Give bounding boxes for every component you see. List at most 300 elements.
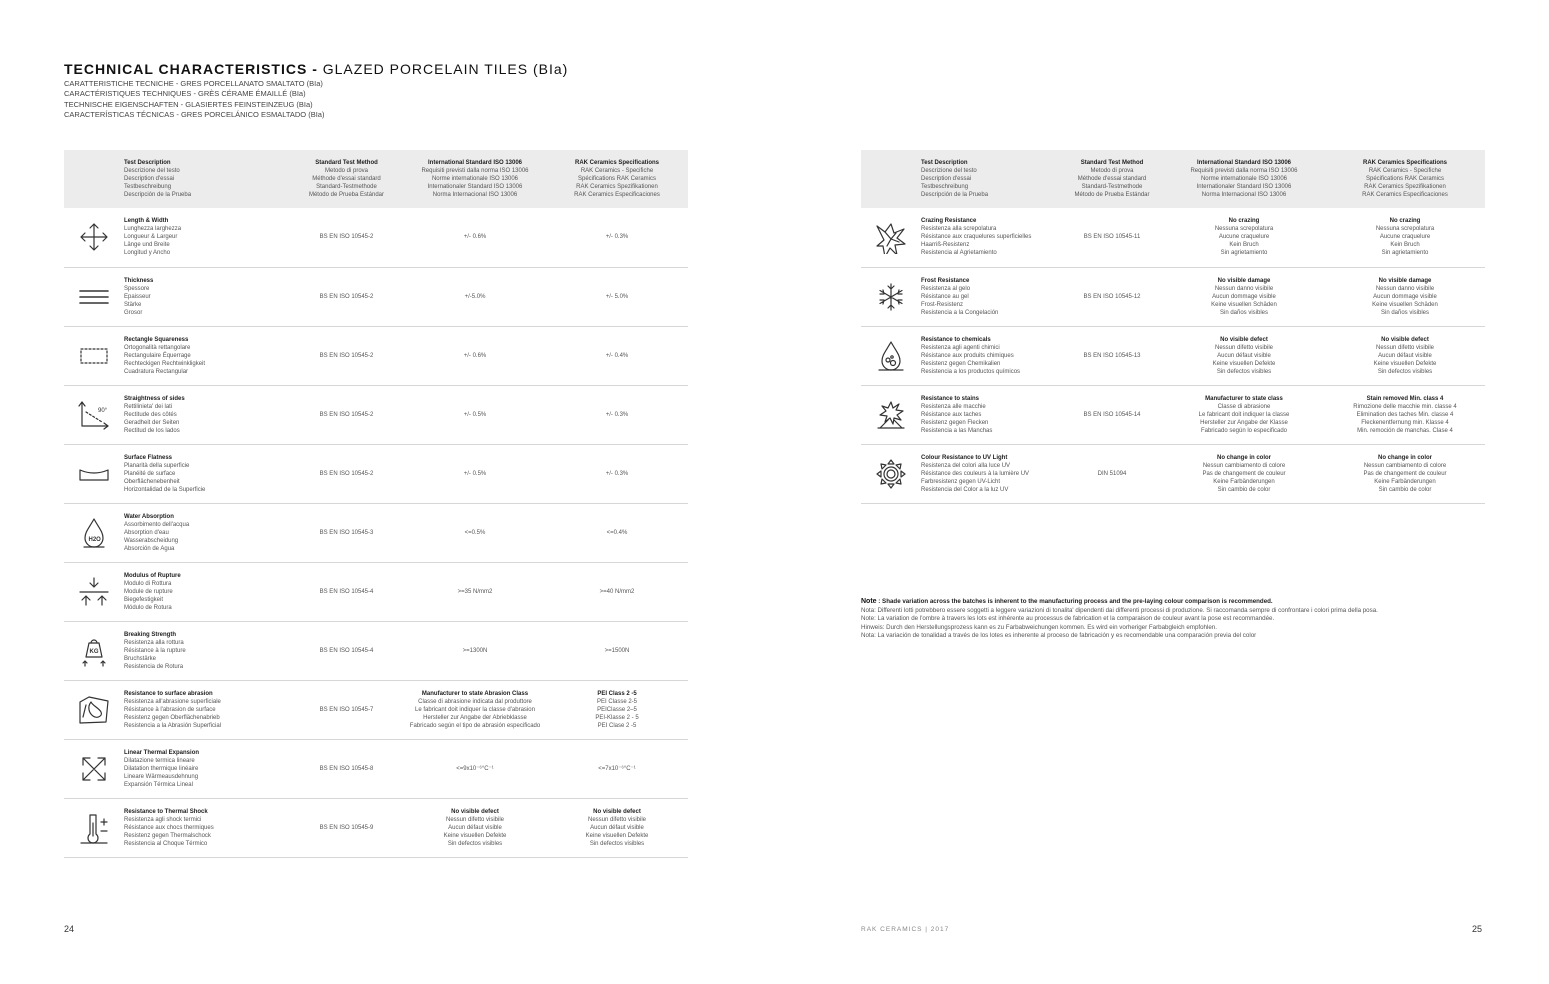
cell-line: Resistenza alla screpolatura <box>921 226 997 233</box>
cell-line: Nessuna screpolatura <box>1214 226 1274 233</box>
cell-line: No crazing <box>1228 218 1260 225</box>
weight-icon <box>64 621 124 680</box>
test-description <box>124 208 289 267</box>
cell-line: Keine Farbänderungen <box>1374 478 1436 485</box>
cell-line: Straightness of sides <box>124 395 185 402</box>
table-row <box>64 326 688 385</box>
test-description <box>124 326 289 385</box>
cell-line: Resistenza al gelo <box>921 285 971 292</box>
cell-line: Test Description <box>124 160 171 166</box>
cell-line: Nessun difetto visibile <box>1214 344 1274 351</box>
cell-line: Stain removed Min. class 4 <box>1366 395 1444 402</box>
cell-line: Méthode d'essai standard <box>312 176 381 182</box>
cell-line: Norme internationale ISO 13006 <box>1200 176 1288 182</box>
cell-line: Aucune craquelure <box>1379 234 1431 241</box>
header-rak <box>1325 150 1485 208</box>
stain-splash-icon <box>861 385 921 444</box>
note-first: : Shade variation across the batches is inherent to the manufacturing process and the pre-laying colour comparison is recommended. <box>876 598 1273 605</box>
chemical-drop-icon <box>861 326 921 385</box>
cell-line: Elimination des taches Min. classe 4 <box>1356 411 1454 418</box>
cell-line: Grosor <box>124 309 143 316</box>
iso-requirement <box>1163 385 1325 444</box>
subtitle-it: CARATTERISTICHE TECNICHE - GRES PORCELLANATO SMALTATO (BIa) <box>64 79 323 88</box>
rak-specification <box>1325 267 1485 326</box>
cell-line: Metodo di prova <box>324 168 369 174</box>
rak-specification <box>546 444 688 503</box>
cell-line: Descripción de la Prueba <box>921 192 989 198</box>
footer-brand: RAK CERAMICS | 2017 <box>861 926 950 933</box>
cell-line: Resistenza alle macchie <box>921 403 986 410</box>
header-icon-cell <box>64 150 124 208</box>
rak-specification <box>546 798 688 857</box>
table-row <box>64 208 688 267</box>
iso-requirement <box>404 385 546 444</box>
cell-line: Aucun défaut visible <box>448 824 502 831</box>
cell-line: Biegefestigkeit <box>124 596 164 603</box>
cell-line: PEI-Klasse 2 - 5 <box>595 714 639 721</box>
cell-line: +/- 5.0% <box>605 293 629 300</box>
cell-line: Fabricado según el tipo de abrasión especificado <box>409 722 541 729</box>
cell-line: PEI Classe 2-5 <box>596 698 638 705</box>
snowflake-icon <box>861 267 921 326</box>
test-description <box>124 385 289 444</box>
cell-line: Rectitude des côtés <box>124 411 177 418</box>
svg-text:KG: KG <box>89 648 99 655</box>
cell-line: Frost Resistance <box>921 277 970 284</box>
arrows-cross-icon <box>64 208 124 267</box>
cell-line: +/- 0.5% <box>463 411 487 418</box>
cell-line: RAK Ceramics Especificaciones <box>1362 192 1448 198</box>
cell-line: Stärke <box>124 301 142 308</box>
svg-text:90°: 90° <box>98 407 108 414</box>
header-iso <box>1163 150 1325 208</box>
cell-line: Frost-Resistenz <box>921 301 964 308</box>
rak-specification <box>1325 444 1485 503</box>
cell-line: RAK Ceramics - Specifiche <box>580 168 654 174</box>
cell-line: Linear Thermal Expansion <box>124 749 200 756</box>
header-description <box>124 150 289 208</box>
test-method: DIN 51094 <box>1061 444 1163 503</box>
test-method: BS EN ISO 10545-2 <box>289 326 404 385</box>
cell-line: Classe di abrasione <box>1217 403 1271 410</box>
cell-line: Résistance aux produits chimiques <box>921 352 1014 359</box>
cell-line: >=1300N <box>462 647 488 654</box>
table-row <box>64 680 688 739</box>
subtitles <box>64 79 324 121</box>
right-angle-icon <box>64 385 124 444</box>
cell-line: Norma Internacional ISO 13006 <box>1201 192 1287 198</box>
left-spec-table <box>64 150 688 858</box>
cell-line: Cuadratura Rectangular <box>124 368 189 375</box>
iso-requirement <box>1163 444 1325 503</box>
cell-line: Méthode d'essai standard <box>1077 176 1147 182</box>
cell-line: Internationaler Standard ISO 13006 <box>427 184 523 190</box>
test-method: BS EN ISO 10545-12 <box>1061 267 1163 326</box>
table-row <box>64 444 688 503</box>
cell-line: Internationaler Standard ISO 13006 <box>1196 184 1292 190</box>
test-method: BS EN ISO 10545-7 <box>289 680 404 739</box>
cell-line: Bruchstärke <box>124 655 157 662</box>
table-body <box>861 208 1485 503</box>
cell-line: Nessun difetto visibile <box>587 816 647 823</box>
test-method: BS EN ISO 10545-2 <box>289 385 404 444</box>
cell-line: Description d'essai <box>124 176 175 182</box>
cell-line: RAK Ceramics - Specifiche <box>1368 168 1442 174</box>
test-description <box>124 267 289 326</box>
header-description <box>921 150 1061 208</box>
cell-line: Absorción de Agua <box>124 545 175 552</box>
test-method: BS EN ISO 10545-4 <box>289 562 404 621</box>
cell-line: Resistance to chemicals <box>921 336 991 343</box>
cell-line: Standard Test Method <box>315 160 378 166</box>
cell-line: Descrizione del testo <box>124 168 180 174</box>
rak-specification <box>546 385 688 444</box>
cell-line: Kein Bruch <box>1229 242 1259 249</box>
crazing-icon <box>861 208 921 267</box>
test-method: BS EN ISO 10545-14 <box>1061 385 1163 444</box>
iso-requirement <box>404 621 546 680</box>
cell-line: No visible defect <box>593 808 641 815</box>
cell-line: Metodo di prova <box>1090 168 1134 174</box>
cell-line: Resistenz gegen Chemikalien <box>921 360 1001 367</box>
cell-line: Dilatazione termica lineare <box>124 757 195 764</box>
cell-line: Fabricado según lo especificado <box>1200 427 1288 434</box>
cell-line: Resistenza agli agenti chimici <box>921 344 1000 351</box>
cell-line: Wasserabscheidung <box>124 537 179 544</box>
cell-line: Hersteller zur Angabe der Abriebklasse <box>423 714 527 721</box>
test-description <box>124 680 289 739</box>
cell-line: Keine visuellen Schäden <box>1211 301 1277 308</box>
iso-requirement <box>404 326 546 385</box>
cell-line: Modulo di Rottura <box>124 580 172 587</box>
cell-line: Longueur & Largeur <box>124 234 178 241</box>
cell-line: Keine visuellen Defekte <box>1212 360 1276 367</box>
cell-line: No visible damage <box>1217 277 1271 284</box>
test-description <box>124 621 289 680</box>
note-line-en <box>861 598 1501 607</box>
test-description <box>124 562 289 621</box>
cell-line: Oberflächenebenheit <box>124 478 180 485</box>
cell-line: Ortogonalità rettangolare <box>124 344 191 351</box>
cell-line: Resistenz gegen Oberflächenabrieb <box>124 714 220 721</box>
test-description <box>124 739 289 798</box>
cell-line: Nessun danno visibile <box>1214 285 1274 292</box>
iso-requirement <box>1163 326 1325 385</box>
rak-specification <box>1325 326 1485 385</box>
header-rak <box>546 150 688 208</box>
page-number-left: 24 <box>64 924 75 934</box>
cell-line: No visible defect <box>451 808 499 815</box>
rak-specification <box>546 503 688 562</box>
iso-requirement <box>1163 208 1325 267</box>
cell-line: Resistencia a los productos químicos <box>921 368 1021 375</box>
cell-line: Aucun défaut visible <box>1217 352 1271 359</box>
cell-line: +/-5.0% <box>464 293 486 300</box>
cell-line: RAK Ceramics Spezifikationen <box>1364 184 1446 190</box>
cell-line: No visible damage <box>1378 277 1432 284</box>
cell-line: Aucun défaut visible <box>1378 352 1432 359</box>
table-row <box>861 444 1485 503</box>
test-description <box>921 267 1061 326</box>
cell-line: Rectangulaire Équerrage <box>124 352 191 359</box>
cell-line: Classe di abrasione indicata dal produttore <box>418 698 532 705</box>
cell-line: Résistance aux taches <box>921 411 982 418</box>
cell-line: Le fabricant doit indiquer la classe <box>1198 411 1290 418</box>
cell-line: Aucune craquelure <box>1218 234 1270 241</box>
cell-line: Resistencia a la Abrasión Superficial <box>124 722 222 729</box>
svg-text:H2O: H2O <box>88 536 101 543</box>
cell-line: RAK Ceramics Specifications <box>1362 160 1448 166</box>
cell-line: Resistance to Thermal Shock <box>124 808 208 815</box>
cell-line: Resistance to surface abrasion <box>124 690 213 697</box>
cell-line: Sin defectos visibles <box>447 840 503 847</box>
cell-line: Nessun cambiamento di colore <box>1363 462 1447 469</box>
cell-line: +/- 0.6% <box>463 352 487 359</box>
header-method <box>289 150 404 208</box>
note-block <box>861 598 1501 641</box>
expansion-arrows-icon <box>64 739 124 798</box>
test-description <box>124 798 289 857</box>
cell-line: Modulus of Rupture <box>124 572 181 579</box>
cell-line: >=40 N/mm2 <box>599 588 635 595</box>
cell-line: Resistencia al Choque Térmico <box>124 840 208 847</box>
cell-line: Spessore <box>124 285 150 292</box>
cell-line: Thickness <box>124 277 154 284</box>
header-iso <box>404 150 546 208</box>
iso-requirement <box>404 267 546 326</box>
cell-line: Rechteckigen Rechtwinkligkeit <box>124 360 206 367</box>
table-row <box>861 385 1485 444</box>
cell-line: No change in color <box>1216 454 1271 461</box>
cell-line: Descrizione del testo <box>921 168 977 174</box>
cell-line: Fleckenentfernung min. Klasse 4 <box>1361 419 1449 426</box>
cell-line: Module de rupture <box>124 588 173 595</box>
cell-line: Haarriß-Resistenz <box>921 242 970 249</box>
cell-line: Sin daños visibles <box>1219 309 1269 316</box>
table-row <box>64 739 688 798</box>
cell-line: Farbresistenz gegen UV-Licht <box>921 478 1001 485</box>
table-row <box>861 267 1485 326</box>
cell-line: Résistance à la rupture <box>124 647 186 654</box>
cell-line: Rettilinieta' dei lati <box>124 403 173 410</box>
cell-line: Aucun dommage visible <box>1373 293 1437 300</box>
cell-line: +/- 0.3% <box>605 411 629 418</box>
iso-requirement <box>404 562 546 621</box>
cell-line: Keine visuellen Defekte <box>1373 360 1437 367</box>
cell-line: Testbeschreibung <box>921 184 969 190</box>
thermometer-icon <box>64 798 124 857</box>
test-method: BS EN ISO 10545-3 <box>289 503 404 562</box>
cell-line: Nessun danno visibile <box>1375 285 1435 292</box>
cell-line: Spécifications RAK Ceramics <box>577 176 657 182</box>
rupture-arrows-icon <box>64 562 124 621</box>
cell-line: >=1500N <box>604 647 630 654</box>
cell-line: +/- 0.4% <box>605 352 629 359</box>
thickness-lines-icon <box>64 267 124 326</box>
cell-line: Surface Flatness <box>124 454 173 461</box>
cell-line: Résistance des couleurs à la lumière UV <box>921 470 1030 477</box>
cell-line: Norme internationale ISO 13006 <box>431 176 519 182</box>
rak-specification <box>546 208 688 267</box>
table-body <box>64 208 688 857</box>
table-row <box>64 621 688 680</box>
cell-line: Test Description <box>921 160 968 166</box>
sun-uv-icon <box>861 444 921 503</box>
cell-line: Nessuna screpolatura <box>1375 226 1435 233</box>
cell-line: Resistenza del colori alla luce UV <box>921 462 1011 469</box>
cell-line: Aucun dommage visible <box>1212 293 1276 300</box>
cell-line: <=0.5% <box>464 529 486 536</box>
cell-line: Sin agrietamiento <box>1220 250 1268 257</box>
cell-line: Standard-Testmethode <box>1081 184 1143 190</box>
cell-line: Description d'essai <box>921 176 972 182</box>
iso-requirement <box>404 444 546 503</box>
cell-line: Método de Prueba Estándar <box>308 192 385 198</box>
cell-line: PEI Clase 2 -5 <box>597 722 637 729</box>
test-description <box>921 208 1061 267</box>
cell-line: Sin daños visibles <box>1380 309 1430 316</box>
cell-line: Resistencia al Agrietamiento <box>921 250 997 257</box>
cell-line: Resistencia del Color a la luz UV <box>921 486 1009 493</box>
cell-line: Sin agrietamiento <box>1381 250 1429 257</box>
cell-line: Length & Width <box>124 218 169 225</box>
table-header <box>861 150 1485 208</box>
iso-requirement <box>404 798 546 857</box>
cell-line: Planéité de surface <box>124 470 176 477</box>
rak-specification <box>546 267 688 326</box>
cell-line: Resistencia de Rotura <box>124 663 184 670</box>
cell-line: Standard Test Method <box>1080 160 1144 166</box>
note-line-fr: Note: La variation de l'ombre à travers les lots est inhérente au processus de fabrication et la comparaison de couleur avant la pose est recommandée. <box>861 615 1275 623</box>
cell-line: Rectitud de los lados <box>124 427 180 434</box>
cell-line: Water Absorption <box>124 513 174 520</box>
cell-line: Keine visuellen Defekte <box>585 832 649 839</box>
water-drop-icon <box>64 503 124 562</box>
cell-line: Resistenz gegen Thermalschock <box>124 832 211 839</box>
cell-line: International Standard ISO 13006 <box>1196 160 1292 166</box>
cell-line: Método de Prueba Estándar <box>1074 192 1150 198</box>
right-spec-table <box>861 150 1485 504</box>
test-description <box>921 326 1061 385</box>
cell-line: >=35 N/mm2 <box>457 588 493 595</box>
cell-line: Nessun cambiamento di colore <box>1202 462 1286 469</box>
cell-line: Nessun difetto visibile <box>1375 344 1435 351</box>
cell-line: Resistencia a la Congelación <box>921 309 999 316</box>
note-line-it: Nota: Differenti lotti potrebbero essere soggetti a leggere variazioni di tonalita' dipendenti dai differenti processi di produzione. Si raccomanda sempre di confrontare i colori prima della posa. <box>861 606 1378 614</box>
cell-line: Länge und Breite <box>124 242 170 249</box>
cell-line: Résistance aux craquelures superficielles <box>921 234 1032 241</box>
test-method: BS EN ISO 10545-2 <box>289 267 404 326</box>
cell-line: Módulo de Rotura <box>124 604 172 611</box>
cell-line: Resistance to stains <box>921 395 980 402</box>
rak-specification <box>546 562 688 621</box>
cell-line: Colour Resistance to UV Light <box>921 454 1008 461</box>
table-header <box>64 150 688 208</box>
cell-line: PEI Class 2 -5 <box>597 690 637 697</box>
cell-line: Crazing Resistance <box>921 218 977 225</box>
test-method: BS EN ISO 10545-2 <box>289 208 404 267</box>
cell-line: +/- 0.6% <box>463 234 487 241</box>
table-row <box>861 208 1485 267</box>
cell-line: Lineare Wärmeausdehnung <box>124 773 199 780</box>
cell-line: No visible defect <box>1381 336 1429 343</box>
dashed-rectangle-icon <box>64 326 124 385</box>
test-description <box>921 444 1061 503</box>
test-description <box>124 444 289 503</box>
note-line-es: Nota: La variación de tonalidad a través de los lotes es inherente al proceso de fabricación y es recomendable una comparación previa del color <box>861 632 1257 640</box>
cell-line: Pas de changement de couleur <box>1363 470 1447 477</box>
rak-specification <box>546 680 688 739</box>
rak-specification <box>546 621 688 680</box>
rak-specification <box>546 739 688 798</box>
cell-line: PEIClasse 2–5 <box>597 706 637 713</box>
cell-line: Keine Farbänderungen <box>1213 478 1275 485</box>
test-description <box>921 385 1061 444</box>
iso-requirement <box>404 739 546 798</box>
cell-line: Expansión Térmica Lineal <box>124 781 193 788</box>
cell-line: Rectangle Squareness <box>124 336 189 343</box>
cell-line: +/- 0.3% <box>605 470 629 477</box>
cell-line: International Standard ISO 13006 <box>427 160 523 166</box>
table-row <box>64 503 688 562</box>
cell-line: Dilatation thermique linéaire <box>124 765 199 772</box>
cell-line: Norma Internacional ISO 13006 <box>432 192 518 198</box>
cell-line: <=9x10⁻⁶°C⁻¹ <box>456 765 494 772</box>
cell-line: Resistencia a las Manchas <box>921 427 993 434</box>
test-method: BS EN ISO 10545-8 <box>289 739 404 798</box>
subtitle-fr: CARACTÉRISTIQUES TECHNIQUES - GRÈS CÉRAME ÉMAILLÉ (BIa) <box>64 89 306 99</box>
cell-line: Sin defectos visibles <box>1377 368 1433 375</box>
rak-specification <box>1325 385 1485 444</box>
page-title-rest: GLAZED PORCELAIN TILES (BIa) <box>317 61 569 77</box>
subtitle-es: CARACTERÍSTICAS TÉCNICAS - GRES PORCELÁNICO ESMALTADO (BIa) <box>64 110 325 120</box>
iso-requirement <box>1163 267 1325 326</box>
cell-line: Resistenza all'abrasione superficiale <box>124 698 221 705</box>
cell-line: Absorption d'eau <box>124 529 169 536</box>
test-method: BS EN ISO 10545-11 <box>1061 208 1163 267</box>
cell-line: No change in color <box>1377 454 1432 461</box>
cell-line: RAK Ceramics Spezifikationen <box>576 184 658 190</box>
note-label: Note <box>861 598 877 605</box>
cell-line: Epaisseur <box>124 293 151 300</box>
cell-line: Lunghezza larghezza <box>124 226 182 233</box>
rak-specification <box>1325 208 1485 267</box>
cell-line: Manufacturer to state class <box>1205 395 1283 402</box>
table-row <box>64 267 688 326</box>
header-method <box>1061 150 1163 208</box>
cell-line: Resistenz gegen Flecken <box>921 419 989 426</box>
cell-line: RAK Ceramics Especificaciones <box>574 192 660 198</box>
cell-line: Requisiti previsti dalla norma ISO 13006 <box>421 168 529 174</box>
cell-line: Standard-Testmethode <box>316 184 377 190</box>
header-icon-cell <box>861 150 921 208</box>
iso-requirement <box>404 503 546 562</box>
cell-line: Sin defectos visibles <box>589 840 645 847</box>
cell-line: Résistance au gel <box>921 293 969 300</box>
page-title <box>64 61 568 77</box>
iso-requirement <box>404 680 546 739</box>
cell-line: Rimozione delle macchie min. classe 4 <box>1353 403 1457 410</box>
cell-line: Pas de changement de couleur <box>1202 470 1286 477</box>
cell-line: Min. remoción de manchas. Clase 4 <box>1357 427 1453 434</box>
cell-line: Kein Bruch <box>1390 242 1420 249</box>
cell-line: +/- 0.3% <box>605 234 629 241</box>
test-method: BS EN ISO 10545-4 <box>289 621 404 680</box>
cell-line: Hersteller zur Angabe der Klasse <box>1200 419 1288 426</box>
table-row <box>861 326 1485 385</box>
cell-line: Sin cambio de color <box>1378 486 1432 493</box>
cell-line: Planarità della superficie <box>124 462 190 469</box>
